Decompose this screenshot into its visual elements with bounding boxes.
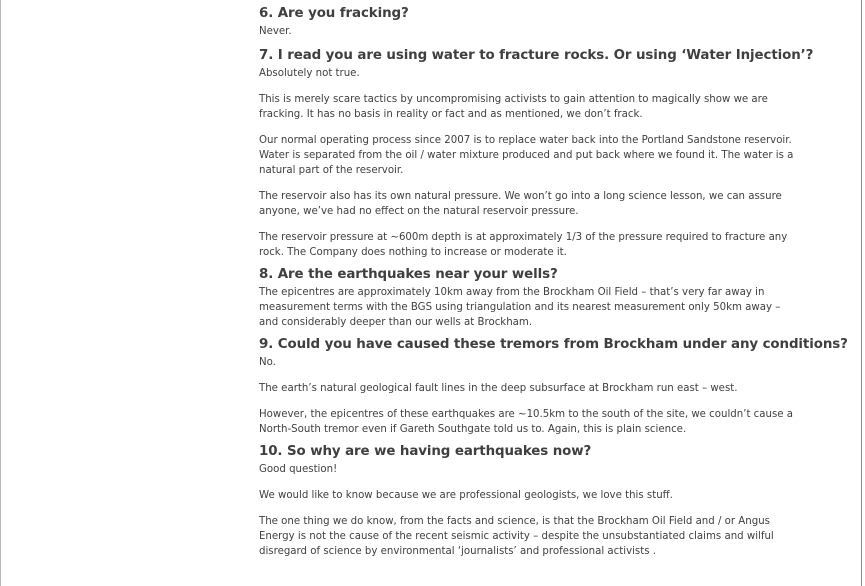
faq-answer: Good question! [259, 464, 338, 475]
right-scroll-edge [861, 0, 862, 586]
faq-answer: Absolutely not true. [259, 68, 360, 79]
faq-question-9: 9. Could you have caused these tremors from Brockham under any conditions? [259, 337, 848, 352]
faq-answer: This is merely scare tactics by uncompromising activists to gain attention to magically show we are fracking. It has no basis in reality or fact and as mentioned, we don’t frack. [259, 94, 768, 120]
faq-content [259, 0, 848, 559]
faq-question-8: 8. Are the earthquakes near your wells? [259, 267, 558, 282]
faq-answer: We would like to know because we are professional geologists, we love this stuff. [259, 490, 673, 501]
faq-answer: The earth’s natural geological fault lines in the deep subsurface at Brockham run east – west. [259, 383, 738, 394]
faq-question-7: 7. I read you are using water to fracture rocks. Or using ‘Water Injection’? [259, 48, 814, 63]
faq-answer: However, the epicentres of these earthquakes are ~10.5km to the south of the site, we couldn’t cause a North-South tremor even if Gareth Southgate told us to. Again, this is plain science. [259, 409, 794, 435]
left-border [0, 0, 1, 586]
faq-answer: The reservoir pressure at ~600m depth is at approximately 1/3 of the pressure required to fracture any rock. The Company does nothing to increase or moderate it. [259, 232, 788, 258]
faq-answer: The epicentres are approximately 10km away from the Brockham Oil Field – that’s very far away in measurement terms with the BGS using triangulation and its nearest measurement only 50km away – and considerably deeper than our wells at Brockham. [259, 287, 781, 328]
faq-question-10: 10. So why are we having earthquakes now? [259, 444, 592, 459]
faq-answer: Never. [259, 26, 292, 37]
faq-question-6: 6. Are you fracking? [259, 6, 409, 21]
faq-answer: The reservoir also has its own natural pressure. We won’t go into a long science lesson, we can assure anyone, we’ve had no effect on the natural reservoir pressure. [259, 191, 782, 217]
faq-answer: No. [259, 357, 276, 368]
faq-answer: The one thing we do know, from the facts and science, is that the Brockham Oil Field and / or Angus Energy is not the cause of the recent seismic activity – despite the unsubstantiated claims and wilful disregard of science by environmental ‘journalists’ and professional activists . [259, 516, 774, 557]
faq-answer: Our normal operating process since 2007 is to replace water back into the Portland Sandstone reservoir. Water is separated from the oil / water mixture produced and put back where we found it. The water is a natural part of the reservoir. [259, 135, 794, 176]
